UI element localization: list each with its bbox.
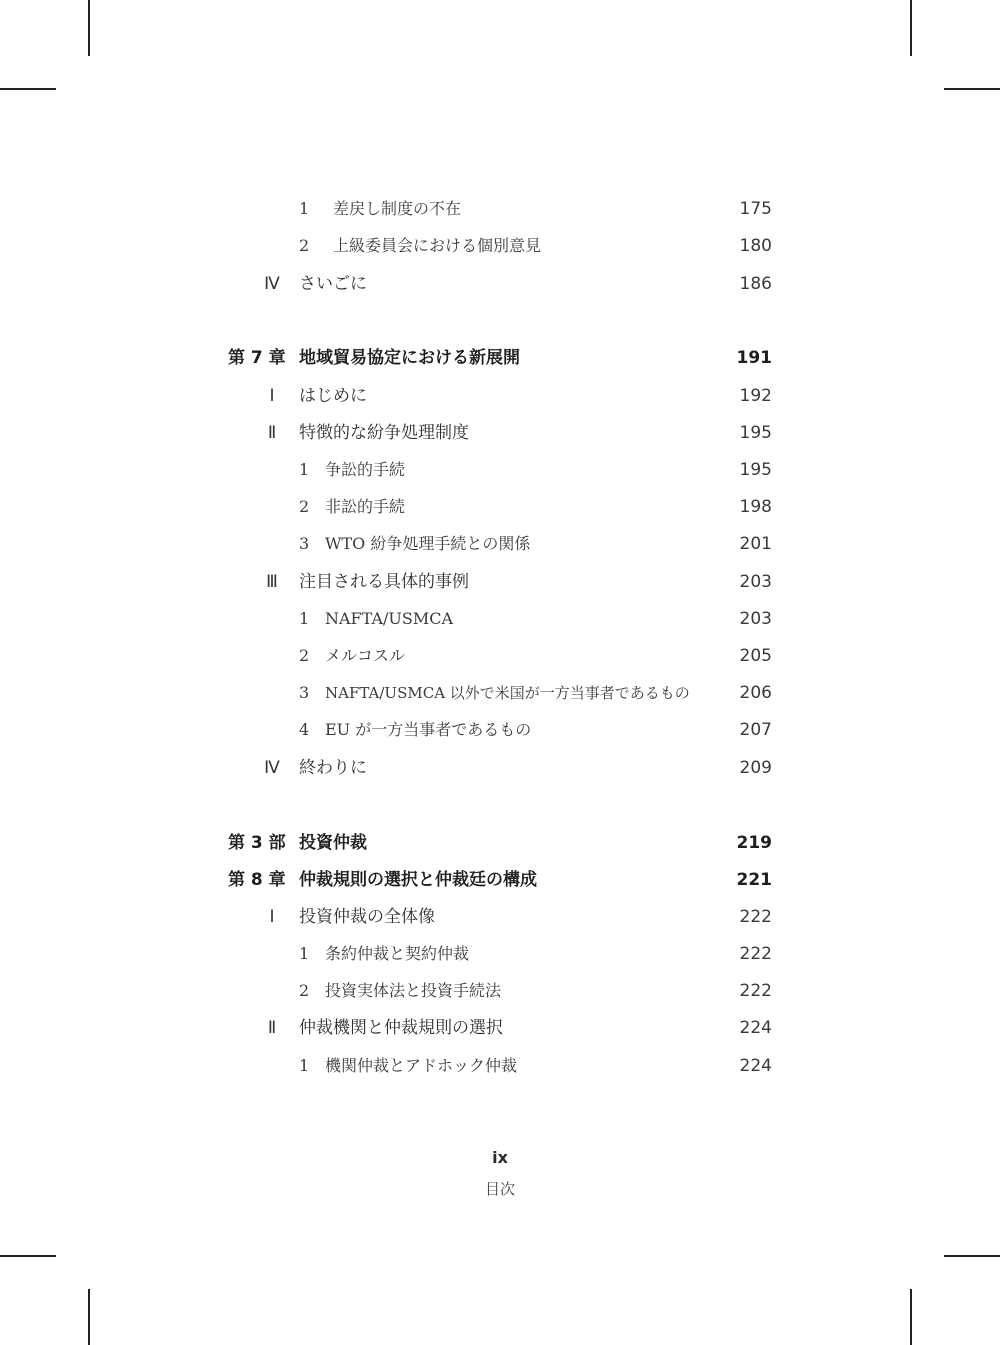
toc-entry-title: 争訟的手続	[325, 460, 406, 479]
toc-section[interactable]	[0, 382, 1000, 410]
toc-entry-number: 2	[299, 497, 310, 516]
toc-entry[interactable]	[0, 642, 1000, 670]
crop-mark-bottom-left-vertical	[88, 1289, 90, 1345]
toc-entry[interactable]	[0, 493, 1000, 521]
toc-section-numeral: Ⅳ	[264, 758, 280, 778]
toc-section-title: さいごに	[299, 274, 367, 294]
toc-entry-page: 222	[739, 944, 772, 964]
toc-section-page: 203	[739, 572, 772, 592]
toc-section-numeral: Ⅰ	[269, 386, 275, 406]
toc-entry-number: 1	[299, 944, 310, 963]
toc-entry-page: 207	[739, 720, 772, 740]
toc-entry-number: 3	[299, 534, 310, 553]
toc-section-page: 222	[739, 907, 772, 927]
toc-chapter[interactable]	[0, 866, 1000, 894]
toc-entry-page: 201	[739, 534, 772, 554]
toc-entry[interactable]	[0, 977, 1000, 1005]
toc-entry-number: 3	[299, 683, 310, 702]
toc-section-numeral: Ⅱ	[267, 423, 277, 443]
toc-entry[interactable]	[0, 530, 1000, 558]
toc-part[interactable]	[0, 829, 1000, 857]
toc-part-number: 第 3 部	[228, 833, 286, 853]
toc-entry-page: 195	[739, 460, 772, 480]
toc-section-title: 投資仲裁の全体像	[299, 907, 435, 927]
toc-section-numeral: Ⅳ	[264, 274, 280, 294]
crop-mark-top-left-vertical	[88, 0, 90, 56]
toc-section-numeral: Ⅰ	[269, 907, 275, 927]
crop-mark-top-left-horizontal	[0, 88, 56, 90]
toc-section-numeral: Ⅱ	[267, 1018, 277, 1038]
crop-mark-bottom-right-vertical	[910, 1289, 912, 1345]
toc-section-title: 終わりに	[299, 758, 367, 778]
toc-entry-number: 4	[299, 720, 310, 739]
toc-part-page: 219	[736, 833, 772, 853]
toc-entry-title: EU が一方当事者であるもの	[325, 720, 532, 739]
toc-entry[interactable]	[0, 605, 1000, 633]
toc-entry-page: 205	[739, 646, 772, 666]
toc-section[interactable]	[0, 903, 1000, 931]
toc-entry[interactable]	[0, 716, 1000, 744]
toc-entry-page: 222	[739, 981, 772, 1001]
toc-entry-number: 2	[299, 646, 310, 665]
toc-entry-title: 条約仲裁と契約仲裁	[325, 944, 470, 963]
toc-entry[interactable]	[0, 232, 1000, 260]
toc-entry[interactable]	[0, 1052, 1000, 1080]
toc-section[interactable]	[0, 270, 1000, 298]
toc-entry-title: 差戻し制度の不在	[333, 199, 462, 218]
toc-section-title: 特徴的な紛争処理制度	[299, 423, 469, 443]
toc-entry-page: 175	[739, 199, 772, 219]
toc-entry-title: 非訟的手続	[325, 497, 406, 516]
toc-entry-title: WTO 紛争処理手続との関係	[325, 534, 531, 553]
crop-mark-top-right-vertical	[910, 0, 912, 56]
toc-entry-number: 2	[299, 236, 310, 255]
toc-entry-page: 206	[739, 683, 772, 703]
toc-entry-page: 224	[739, 1056, 772, 1076]
toc-entry-page: 198	[739, 497, 772, 517]
toc-section[interactable]	[0, 568, 1000, 596]
toc-entry-number: 2	[299, 981, 310, 1000]
toc-entry-title: 上級委員会における個別意見	[333, 236, 542, 255]
toc-chapter-page: 221	[736, 870, 772, 890]
toc-entry[interactable]	[0, 456, 1000, 484]
toc-section-page: 195	[739, 423, 772, 443]
toc-entry-title: NAFTA/USMCA	[325, 609, 454, 628]
toc-entry[interactable]	[0, 679, 1000, 707]
toc-chapter-title: 地域貿易協定における新展開	[299, 348, 520, 368]
toc-entry-number: 1	[299, 460, 310, 479]
toc-chapter-number: 第 8 章	[228, 870, 286, 890]
toc-entry-number: 1	[299, 199, 310, 218]
toc-entry-page: 180	[739, 236, 772, 256]
toc-section[interactable]	[0, 419, 1000, 447]
toc-entry-page: 203	[739, 609, 772, 629]
crop-mark-bottom-left-horizontal	[0, 1255, 56, 1257]
toc-chapter[interactable]	[0, 344, 1000, 372]
toc-part-title: 投資仲裁	[299, 833, 367, 853]
toc-entry-title: 投資実体法と投資手続法	[325, 981, 502, 1000]
crop-mark-bottom-right-horizontal	[944, 1255, 1000, 1257]
toc-chapter-page: 191	[736, 348, 772, 368]
toc-section-title: 注目される具体的事例	[299, 572, 469, 592]
toc-section-page: 192	[739, 386, 772, 406]
toc-entry-title: メルコスル	[325, 646, 406, 665]
toc-entry-number: 1	[299, 609, 310, 628]
toc-chapter-number: 第 7 章	[228, 348, 286, 368]
toc-section-page: 209	[739, 758, 772, 778]
toc-section-page: 224	[739, 1018, 772, 1038]
running-footer-label: 目次	[484, 1180, 515, 1198]
page-number: ix	[492, 1148, 508, 1167]
toc-chapter-title: 仲裁規則の選択と仲裁廷の構成	[299, 870, 537, 890]
toc-section[interactable]	[0, 754, 1000, 782]
toc-section-title: 仲裁機関と仲裁規則の選択	[299, 1018, 503, 1038]
toc-entry-title: 機関仲裁とアドホック仲裁	[325, 1056, 518, 1075]
toc-section-page: 186	[739, 274, 772, 294]
toc-section[interactable]	[0, 1014, 1000, 1042]
crop-mark-top-right-horizontal	[944, 88, 1000, 90]
toc-section-numeral: Ⅲ	[266, 572, 278, 592]
toc-entry[interactable]	[0, 195, 1000, 223]
toc-section-title: はじめに	[299, 386, 367, 406]
toc-entry-title: NAFTA/USMCA 以外で米国が一方当事者であるもの	[325, 684, 690, 702]
toc-entry-number: 1	[299, 1056, 310, 1075]
toc-entry[interactable]	[0, 940, 1000, 968]
